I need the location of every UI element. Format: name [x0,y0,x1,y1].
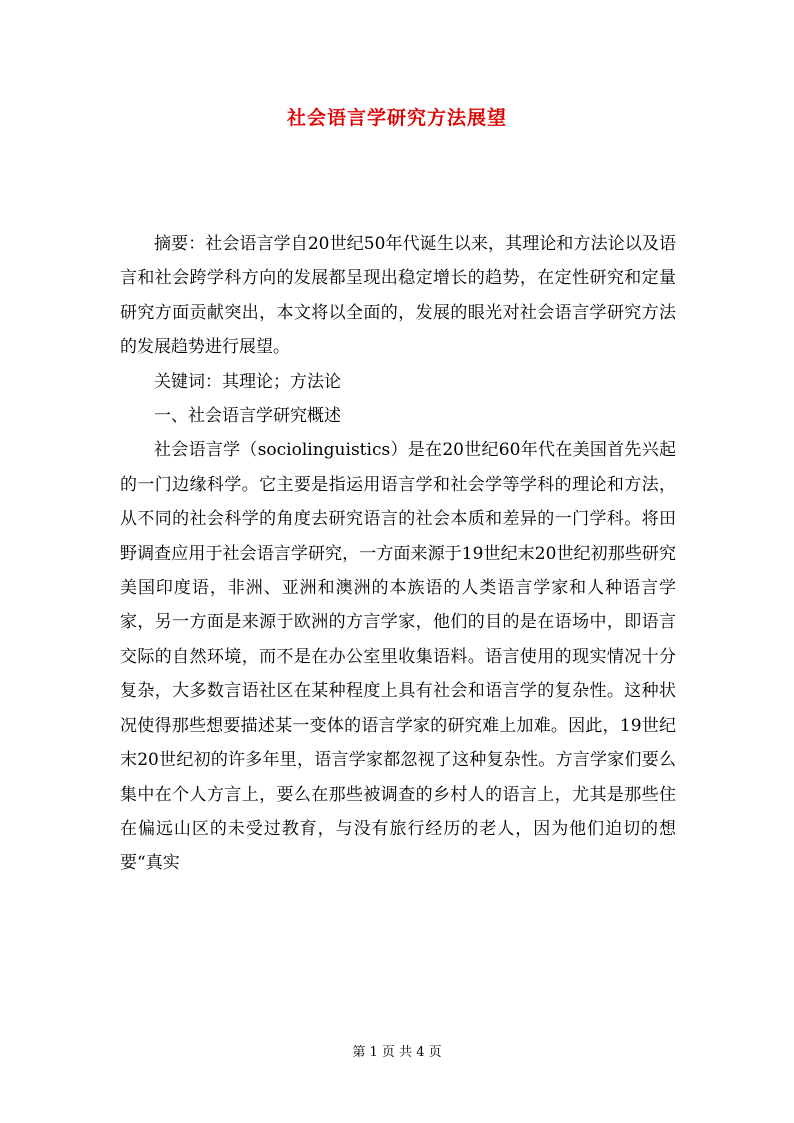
document-body [120,227,676,881]
abstract-paragraph: 摘要：社会语言学自20世纪50年代诞生以来，其理论和方法论以及语言和社会跨学科方向的发展都呈现出稳定增长的趋势，在定性研究和定量研究方面贡献突出，本文将以全面的，发展的眼光对社会语言学研究方法的发展趋势进行展望。 [120,234,676,358]
page-number-label: 第 1 页 共 4 页 [352,1045,442,1060]
page-footer [0,1041,794,1060]
document-title: 社会语言学研究方法展望 [286,107,507,129]
body-paragraph: 社会语言学（sociolinguistics）是在20世纪60年代在美国首先兴起的一门边缘科学。它主要是指运用语言学和社会学等学科的理论和方法，从不同的社会科学的角度去研究语言的社会本质和差异的一门学科。将田野调查应用于社会语言学研究，一方面来源于19世纪末20世纪初那些研究美国印度语，非洲、亚洲和澳洲的本族语的人类语言学家和人种语言学家，另一方面是来源于欧洲的方言学家，他们的目的是在语场中，即语言交际的自然环境，而不是在办公室里收集语料。语言使用的现实情况十分复杂，大多数言语社区在某种程度上具有社会和语言学的复杂性。这种状况使得那些想要描述某一变体的语言学家的研究难上加难。因此，19世纪末20世纪初的许多年里，语言学家都忽视了这种复杂性。方言学家们要么集中在个人方言上，要么在那些被调查的乡村人的语言上，尤其是那些住在偏远山区的未受过教育，与没有旅行经历的老人，因为他们迫切的想要“真实 [120,440,676,874]
section-heading: 一、社会语言学研究概述 [154,406,341,427]
keywords-paragraph: 关键词：其理论；方法论 [154,371,341,392]
